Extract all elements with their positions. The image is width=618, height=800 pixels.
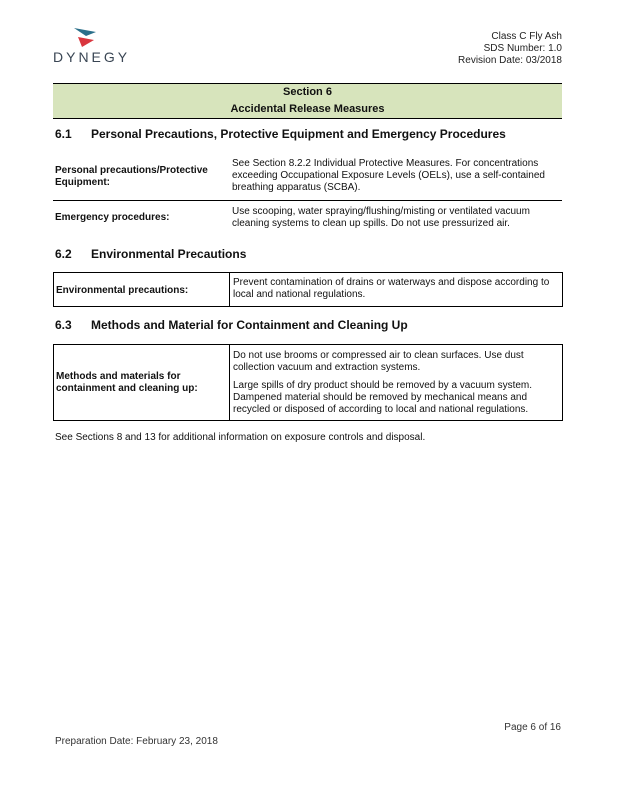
environmental-text: Prevent contamination of drains or waterways and dispose according to local and national regulations. <box>233 277 550 300</box>
preparation-date: Preparation Date: February 23, 2018 <box>55 736 218 747</box>
environmental-table <box>53 272 563 307</box>
heading-title: Methods and Material for Containment and Cleaning Up <box>91 318 408 332</box>
personal-precautions-text: See Section 8.2.2 Individual Protective Measures. For concentrations exceeding Occupational Exposure Levels (OELs), use a self-contained breathing apparatus (SCBA). <box>232 158 545 193</box>
section-banner <box>53 83 562 119</box>
revision-date: Revision Date: 03/2018 <box>458 55 562 66</box>
emergency-procedures-text: Use scooping, water spraying/flushing/misting or ventilated vacuum cleaning systems to clean up spills. Do not use pressurized air. <box>232 206 530 229</box>
heading-number: 6.1 <box>55 127 72 141</box>
column-divider <box>229 273 230 306</box>
containment-label: Methods and materials for containment and cleaning up: <box>56 371 198 394</box>
containment-table <box>53 344 563 421</box>
heading-title: Personal Precautions, Protective Equipment and Emergency Procedures <box>91 127 506 141</box>
column-divider <box>229 345 230 420</box>
personal-precautions-label: Personal precautions/Protective Equipment: <box>55 165 208 188</box>
containment-text-2: Large spills of dry product should be removed by a vacuum system. Dampened material should be removed by mechanical means and recycled or disposed of according to local and national regulations. <box>233 380 533 415</box>
logo-text: DYNEGY <box>53 49 131 65</box>
dynegy-logo-icon <box>72 26 98 48</box>
section-title: Section 6 <box>283 86 332 98</box>
page-number: Page 6 of 16 <box>504 722 561 733</box>
emergency-procedures-label: Emergency procedures: <box>55 212 170 223</box>
environmental-label: Environmental precautions: <box>56 285 189 296</box>
heading-number: 6.3 <box>55 318 72 332</box>
heading-6-2 <box>55 247 246 261</box>
see-sections-note: See Sections 8 and 13 for additional information on exposure controls and disposal. <box>55 432 426 443</box>
row-divider <box>53 200 562 201</box>
heading-number: 6.2 <box>55 247 72 261</box>
section-subtitle: Accidental Release Measures <box>230 103 385 115</box>
heading-6-3 <box>55 318 408 332</box>
heading-6-1 <box>55 127 506 141</box>
sds-number: SDS Number: 1.0 <box>483 43 562 54</box>
product-name: Class C Fly Ash <box>491 31 562 42</box>
containment-text-1: Do not use brooms or compressed air to clean surfaces. Use dust collection vacuum and extraction systems. <box>233 350 524 373</box>
heading-title: Environmental Precautions <box>91 247 247 261</box>
